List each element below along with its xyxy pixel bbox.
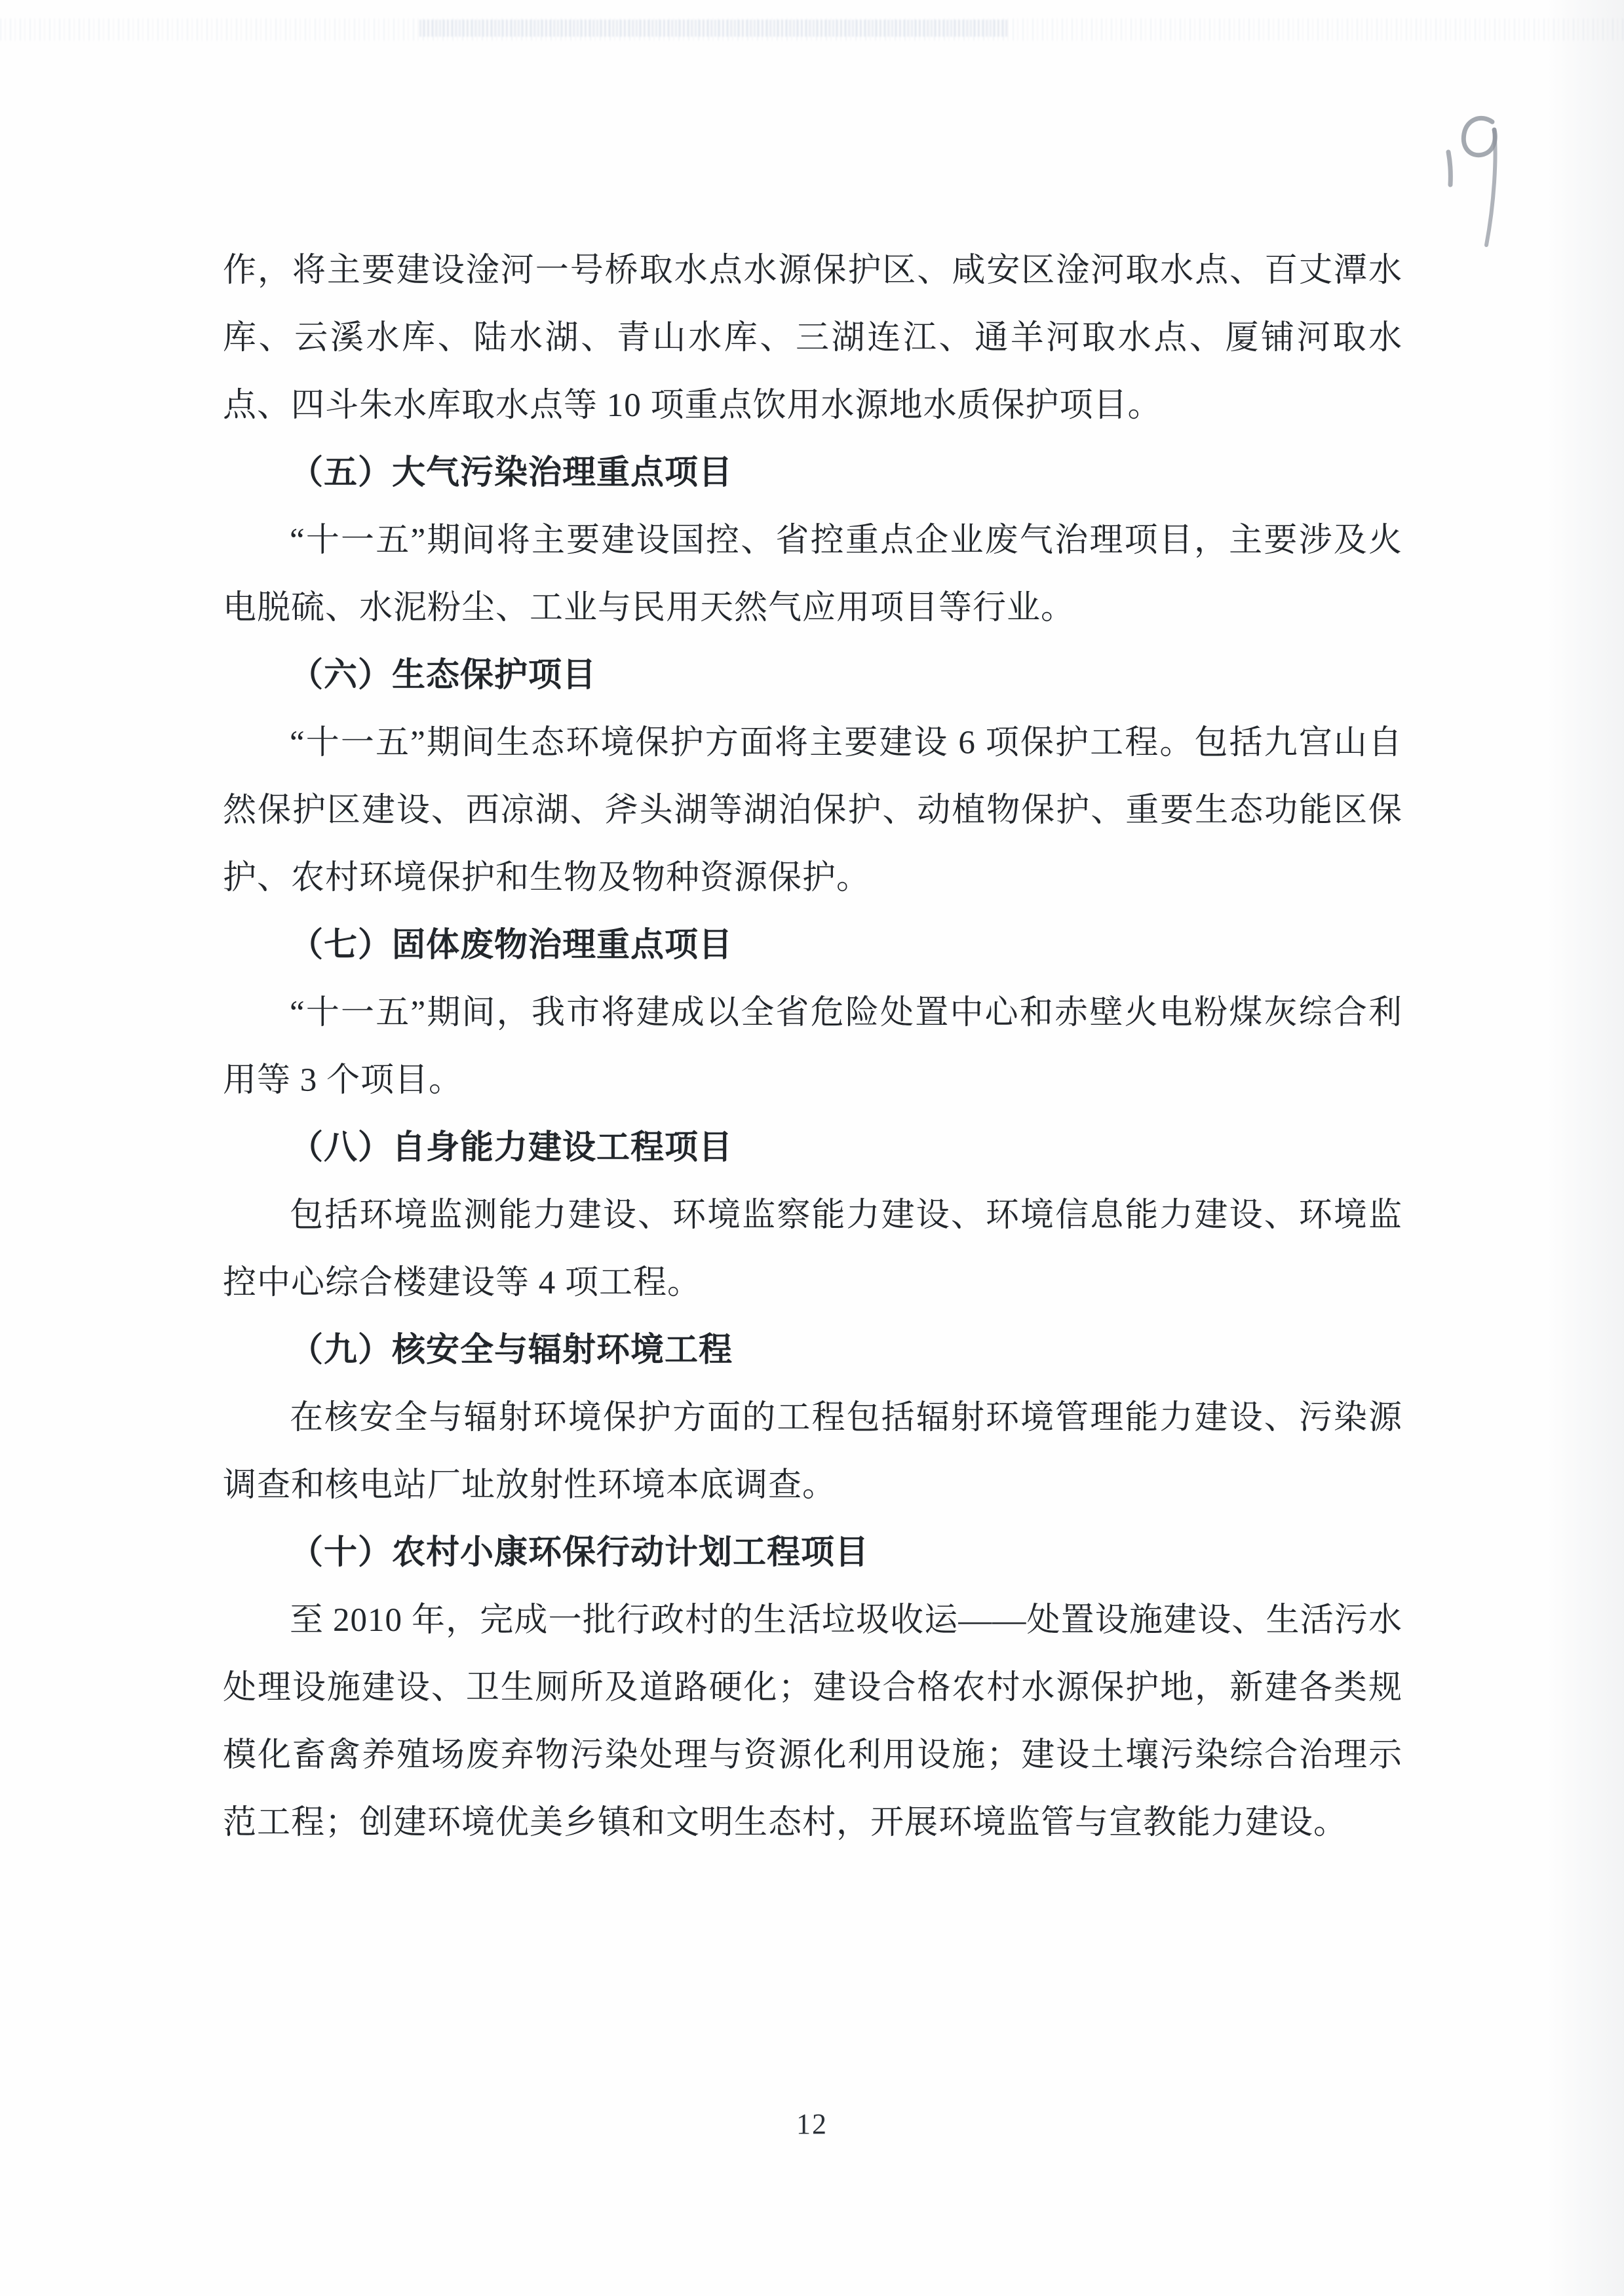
document-body: [223, 237, 1402, 1857]
section-heading-7: （七）固体废物治理重点项目: [290, 927, 733, 964]
paragraph-section-5: “十一五”期间将主要建设国控、省控重点企业废气治理项目，主要涉及火电脱硫、水泥粉尘、工业与民用天然气应用项目等行业。: [223, 522, 1402, 626]
paragraph-section-6: “十一五”期间生态环境保护方面将主要建设 6 项保护工程。包括九宫山自然保护区建设、西凉湖、斧头湖等湖泊保护、动植物保护、重要生态功能区保护、农村环境保护和生物及物种资源保护。: [223, 725, 1402, 896]
scan-noise-band-dense: [419, 20, 1009, 37]
paragraph-section-9: 在核安全与辐射环境保护方面的工程包括辐射环境管理能力建设、污染源调查和核电站厂址放射性环境本底调查。: [223, 1400, 1402, 1504]
section-heading-8: （八）自身能力建设工程项目: [290, 1130, 733, 1166]
paragraph-section-8: 包括环境监测能力建设、环境监察能力建设、环境信息能力建设、环境监控中心综合楼建设等 4 项工程。: [223, 1197, 1402, 1301]
section-heading-6: （六）生态保护项目: [290, 657, 597, 694]
scan-shadow-right: [1545, 0, 1624, 2296]
paragraph-continuation: 作，将主要建设淦河一号桥取水点水源保护区、咸安区淦河取水点、百丈潭水库、云溪水库、陆水湖、青山水库、三湖连江、通羊河取水点、厦铺河取水点、四斗朱水库取水点等 10 项重点饮用水源地水质保护项目。: [223, 252, 1402, 424]
section-heading-10: （十）农村小康环保行动计划工程项目: [290, 1535, 870, 1571]
handwritten-digit-9: [1429, 105, 1520, 262]
paragraph-section-7: “十一五”期间，我市将建成以全省危险处置中心和赤壁火电粉煤灰综合利用等 3 个项目。: [223, 995, 1402, 1099]
scan-noise-band: [0, 18, 1624, 41]
page-number: 12: [796, 2108, 828, 2140]
paragraph-section-10: 至 2010 年，完成一批行政村的生活垃圾收运——处置设施建设、生活污水处理设施建设、卫生厕所及道路硬化；建设合格农村水源保护地，新建各类规模化畜禽养殖场废弃物污染处理与资源化利用设施；建设土壤污染综合治理示范工程；创建环境优美乡镇和文明生态村，开展环境监管与宣教能力建设。: [223, 1602, 1402, 1841]
section-heading-5: （五）大气污染治理重点项目: [290, 455, 733, 491]
section-heading-9: （九）核安全与辐射环境工程: [290, 1332, 733, 1369]
